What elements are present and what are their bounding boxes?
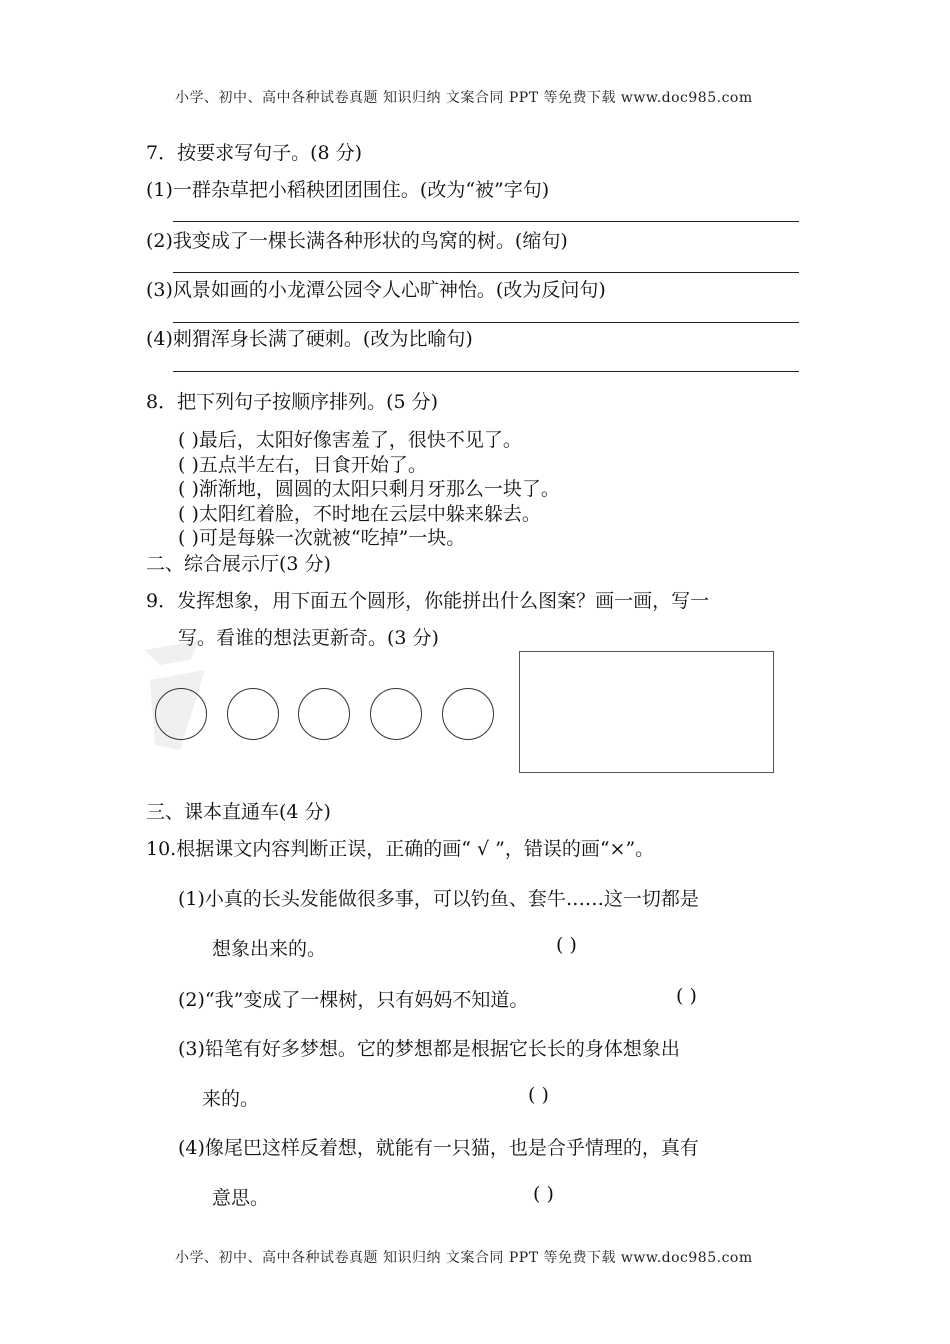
q7-answer-line-4[interactable] bbox=[173, 371, 799, 372]
q8-item-5: ( )可是每躲一次就被“吃掉”一块。 bbox=[178, 527, 466, 549]
q10-item-1-line-1: (1)小真的长头发能做很多事，可以钓鱼、套牛……这一切都是 bbox=[178, 888, 699, 910]
q9-text-line-1: 9．发挥想象，用下面五个圆形，你能拼出什么图案？画一画，写一 bbox=[146, 590, 710, 612]
q7-title: 7．按要求写句子。(8 分) bbox=[146, 142, 363, 164]
q8-title: 8．把下列句子按顺序排列。(5 分) bbox=[146, 391, 439, 413]
q8-item-4: ( )太阳红着脸，不时地在云层中躲来躲去。 bbox=[178, 503, 541, 525]
q8-item-2: ( )五点半左右，日食开始了。 bbox=[178, 454, 427, 476]
circle-shape-3 bbox=[298, 688, 350, 740]
q7-item-3: (3)风景如画的小龙潭公园令人心旷神怡。(改为反问句) bbox=[146, 279, 606, 301]
page-footer: 小学、初中、高中各种试卷真题 知识归纳 文案合同 PPT 等免费下载 www.doc985.com bbox=[175, 1250, 753, 1266]
circle-shape-2 bbox=[227, 688, 279, 740]
page-header: 小学、初中、高中各种试卷真题 知识归纳 文案合同 PPT 等免费下载 www.doc985.com bbox=[175, 90, 753, 106]
section-2-title: 二、综合展示厅(3 分) bbox=[146, 553, 331, 575]
q10-item-3-answer[interactable]: ( ) bbox=[528, 1084, 549, 1106]
circle-shape-5 bbox=[442, 688, 494, 740]
circle-shape-4 bbox=[370, 688, 422, 740]
q10-item-3-line-1: (3)铅笔有好多梦想。它的梦想都是根据它长长的身体想象出 bbox=[178, 1038, 680, 1060]
circle-shape-1 bbox=[155, 688, 207, 740]
q8-item-3: ( )渐渐地，圆圆的太阳只剩月牙那么一块了。 bbox=[178, 478, 560, 500]
q10-title: 10.根据课文内容判断正误，正确的画“ √ ”，错误的画“×”。 bbox=[146, 838, 655, 860]
q8-item-1: ( )最后，太阳好像害羞了，很快不见了。 bbox=[178, 429, 522, 451]
drawing-answer-box[interactable] bbox=[519, 651, 774, 773]
q7-answer-line-1[interactable] bbox=[173, 221, 799, 222]
q10-item-1-answer[interactable]: ( ) bbox=[556, 934, 577, 956]
q10-item-2-line-1: (2)“我”变成了一棵树，只有妈妈不知道。 bbox=[178, 989, 529, 1011]
q10-item-2-answer[interactable]: ( ) bbox=[676, 985, 697, 1007]
q7-answer-line-2[interactable] bbox=[173, 272, 799, 273]
q10-item-4-line-2: 意思。 bbox=[212, 1187, 270, 1209]
q7-item-1: (1)一群杂草把小稻秧团团围住。(改为“被”字句) bbox=[146, 179, 550, 201]
q9-text-line-2: 写。看谁的想法更新奇。(3 分) bbox=[178, 627, 439, 649]
q10-item-4-answer[interactable]: ( ) bbox=[533, 1183, 554, 1205]
section-3-title: 三、课本直通车(4 分) bbox=[146, 801, 331, 823]
q7-item-2: (2)我变成了一棵长满各种形状的鸟窝的树。(缩句) bbox=[146, 230, 568, 252]
q10-item-3-line-2: 来的。 bbox=[202, 1088, 260, 1110]
q7-item-4: (4)刺猬浑身长满了硬刺。(改为比喻句) bbox=[146, 328, 473, 350]
q10-item-4-line-1: (4)像尾巴这样反着想，就能有一只猫，也是合乎情理的，真有 bbox=[178, 1137, 699, 1159]
q7-answer-line-3[interactable] bbox=[173, 322, 799, 323]
q10-item-1-line-2: 想象出来的。 bbox=[212, 938, 327, 960]
